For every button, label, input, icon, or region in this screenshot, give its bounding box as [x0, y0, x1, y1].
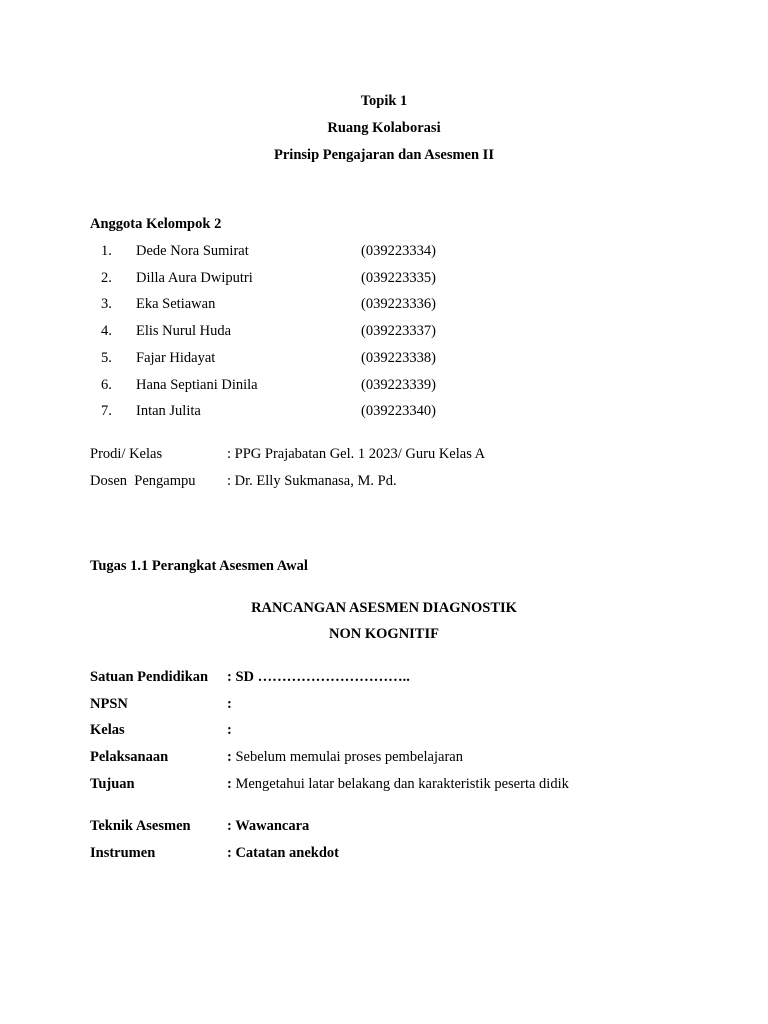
member-number: 2.: [101, 270, 112, 286]
subtitle-heading: Ruang Kolaborasi: [327, 120, 441, 136]
task-heading: Tugas 1.1 Perangkat Asesmen Awal: [90, 558, 308, 574]
member-number: 4.: [101, 323, 112, 339]
member-id: (039223336): [361, 296, 436, 312]
member-name: Elis Nurul Huda: [136, 323, 232, 339]
kelas-value: :: [227, 722, 232, 738]
pelaksanaan-label: Pelaksanaan: [90, 749, 169, 765]
instrumen-value: : Catatan anekdot: [227, 845, 339, 861]
member-number: 5.: [101, 350, 112, 366]
pelaksanaan-colon: :: [227, 749, 232, 765]
member-number: 1.: [101, 243, 112, 259]
member-id: (039223339): [361, 377, 436, 393]
tujuan-value: Mengetahui latar belakang dan karakteristik peserta didik: [231, 776, 569, 792]
course-heading: Prinsip Pengajaran dan Asesmen II: [274, 147, 494, 163]
member-number: 3.: [101, 296, 112, 312]
member-number: 7.: [101, 403, 112, 419]
member-id: (039223340): [361, 403, 436, 419]
tujuan-value-line: [227, 776, 569, 793]
member-id: (039223334): [361, 243, 436, 259]
npsn-label: NPSN: [90, 696, 128, 712]
member-name: Hana Septiani Dinila: [136, 377, 258, 393]
task-title-line2: NON KOGNITIF: [329, 626, 439, 642]
member-name: Fajar Hidayat: [136, 350, 216, 366]
dosen-label: Dosen Pengampu: [90, 473, 196, 489]
member-number: 6.: [101, 377, 112, 393]
satuan-value: : SD …………………………..: [227, 669, 410, 685]
npsn-value: :: [227, 696, 232, 712]
member-id: (039223337): [361, 323, 436, 339]
member-id: (039223335): [361, 270, 436, 286]
instrumen-label: Instrumen: [90, 845, 156, 861]
group-heading: Anggota Kelompok 2: [90, 216, 222, 232]
pelaksanaan-value-line: [227, 749, 463, 766]
member-name: Intan Julita: [136, 403, 201, 419]
member-id: (039223338): [361, 350, 436, 366]
topic-heading: Topik 1: [360, 93, 408, 109]
teknik-value: : Wawancara: [227, 818, 310, 834]
satuan-label: Satuan Pendidikan: [90, 669, 209, 685]
kelas-label: Kelas: [90, 722, 125, 738]
pelaksanaan-value: Sebelum memulai proses pembelajaran: [231, 749, 463, 765]
dosen-value: : Dr. Elly Sukmanasa, M. Pd.: [227, 473, 397, 489]
member-name: Dede Nora Sumirat: [136, 243, 249, 259]
member-name: Dilla Aura Dwiputri: [136, 270, 253, 286]
member-name: Eka Setiawan: [136, 296, 216, 312]
tujuan-label: Tujuan: [90, 776, 135, 792]
tujuan-colon: :: [227, 776, 232, 792]
prodi-value: : PPG Prajabatan Gel. 1 2023/ Guru Kelas A: [227, 446, 486, 462]
task-title-line1: RANCANGAN ASESMEN DIAGNOSTIK: [251, 600, 517, 616]
prodi-label: Prodi/ Kelas: [90, 446, 163, 462]
teknik-label: Teknik Asesmen: [90, 818, 191, 834]
